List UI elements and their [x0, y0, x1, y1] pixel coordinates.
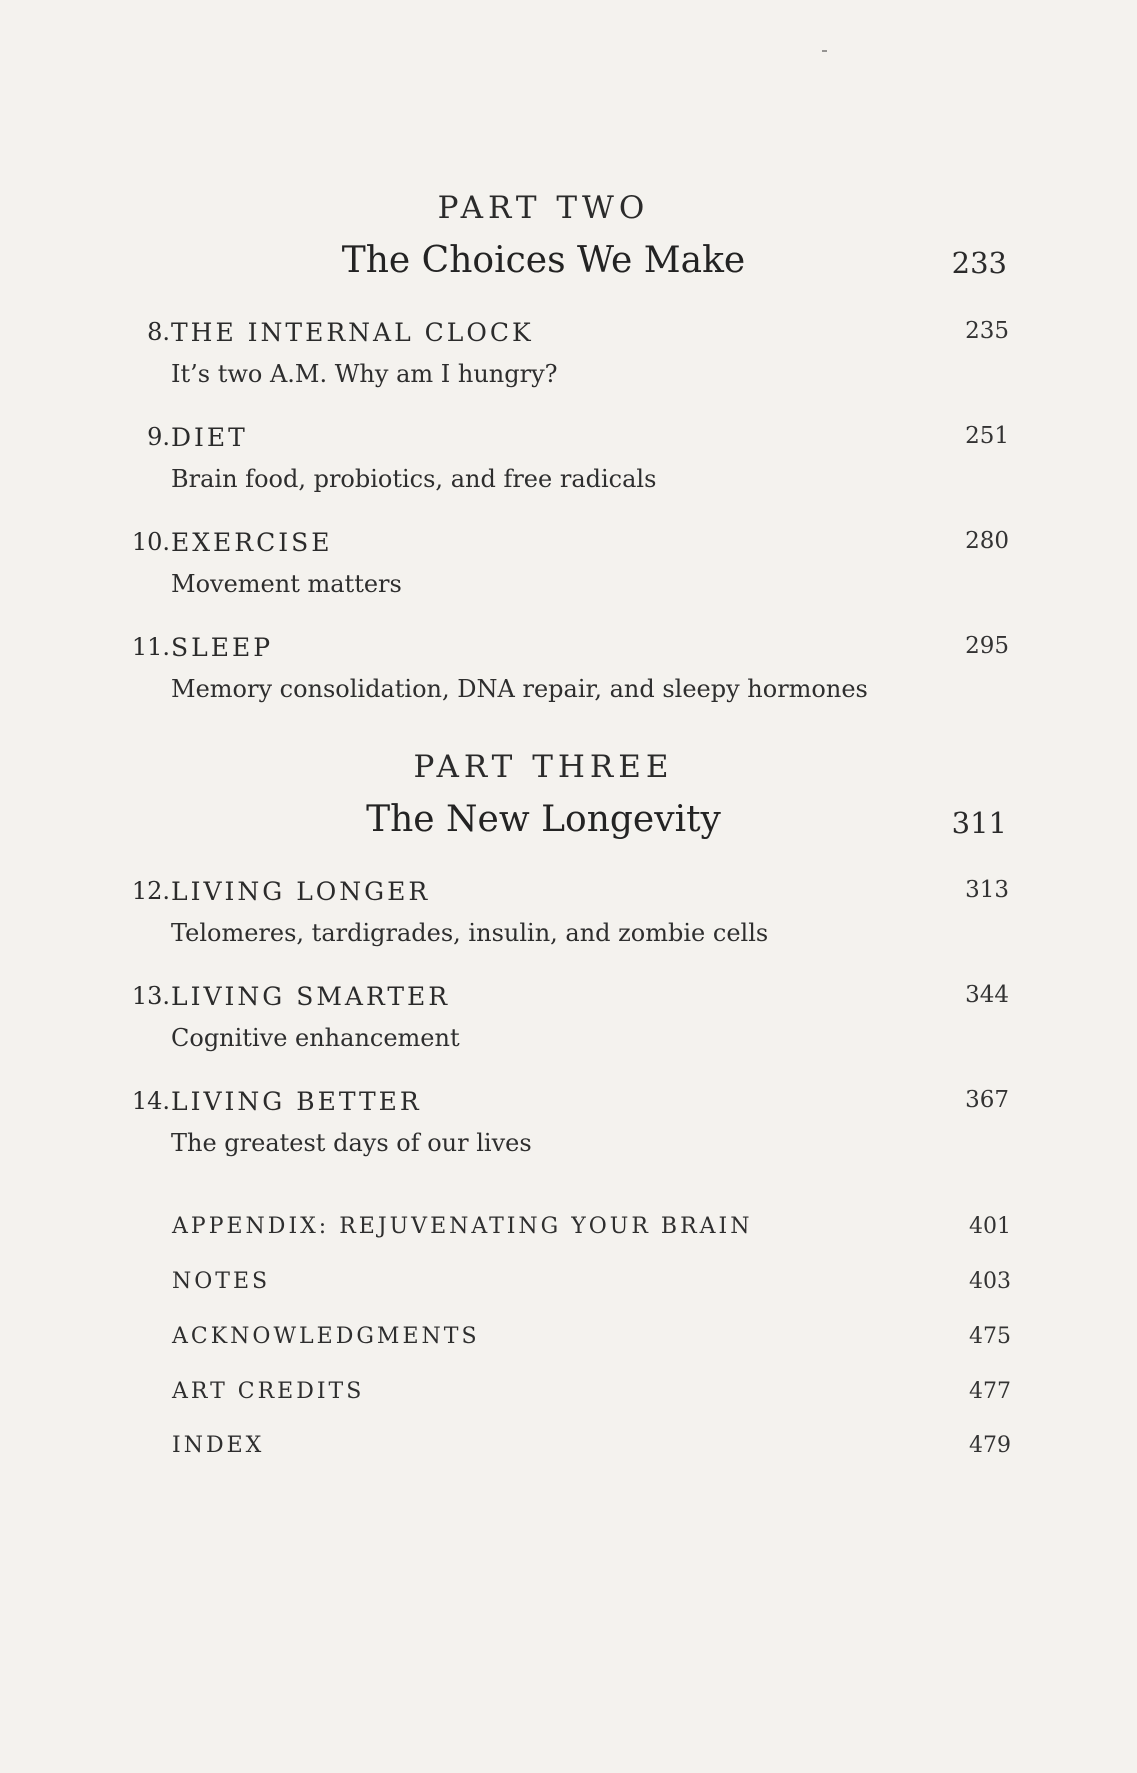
chapter-number: 13.	[131, 982, 170, 1010]
backmatter-page: 403	[969, 1269, 1011, 1294]
chapter-subtitle: It’s two A.M. Why am I hungry?	[171, 360, 558, 388]
chapter-number: 8.	[147, 318, 170, 346]
chapter-title: LIVING LONGER	[171, 877, 431, 906]
chapter-number: 11.	[131, 633, 170, 661]
chapter-page: 280	[965, 528, 1009, 554]
part-three-page: 311	[951, 806, 1007, 840]
chapter-title: DIET	[171, 423, 248, 452]
chapter-page: 313	[965, 877, 1009, 903]
chapter-title: THE INTERNAL CLOCK	[171, 318, 534, 347]
part-two-label: PART TWO	[437, 190, 650, 226]
part-three-label: PART THREE	[413, 749, 674, 785]
chapter-number: 12.	[131, 877, 170, 905]
chapter-title: LIVING BETTER	[171, 1087, 422, 1116]
backmatter-title: ART CREDITS	[172, 1379, 365, 1404]
chapter-subtitle: Cognitive enhancement	[171, 1024, 460, 1052]
chapter-page: 367	[965, 1087, 1009, 1113]
chapter-subtitle: Telomeres, tardigrades, insulin, and zombie cells	[171, 919, 769, 947]
chapter-subtitle: The greatest days of our lives	[171, 1129, 532, 1157]
chapter-subtitle: Brain food, probiotics, and free radicals	[171, 465, 657, 493]
chapter-page: 344	[965, 982, 1009, 1008]
backmatter-page: 401	[969, 1214, 1011, 1239]
backmatter-title: APPENDIX: REJUVENATING YOUR BRAIN	[172, 1214, 753, 1239]
chapter-subtitle: Movement matters	[171, 570, 402, 598]
page-speck	[822, 50, 827, 52]
chapter-page: 251	[965, 423, 1009, 449]
backmatter-page: 475	[969, 1324, 1011, 1349]
backmatter-title: INDEX	[172, 1433, 265, 1458]
chapter-subtitle: Memory consolidation, DNA repair, and sleepy hormones	[171, 675, 868, 703]
chapter-number: 10.	[131, 528, 170, 556]
chapter-page: 295	[965, 633, 1009, 659]
chapter-page: 235	[965, 318, 1009, 344]
backmatter-title: ACKNOWLEDGMENTS	[172, 1324, 480, 1349]
chapter-title: EXERCISE	[171, 528, 333, 557]
backmatter-page: 479	[969, 1433, 1011, 1458]
backmatter-page: 477	[969, 1379, 1011, 1404]
chapter-number: 14.	[131, 1087, 170, 1115]
part-two-title: The Choices We Make	[341, 240, 746, 281]
chapter-title: LIVING SMARTER	[171, 982, 451, 1011]
backmatter-title: NOTES	[172, 1269, 271, 1294]
part-two-page: 233	[951, 246, 1007, 280]
chapter-title: SLEEP	[171, 633, 274, 662]
part-three-title: The New Longevity	[366, 799, 721, 840]
chapter-number: 9.	[147, 423, 170, 451]
